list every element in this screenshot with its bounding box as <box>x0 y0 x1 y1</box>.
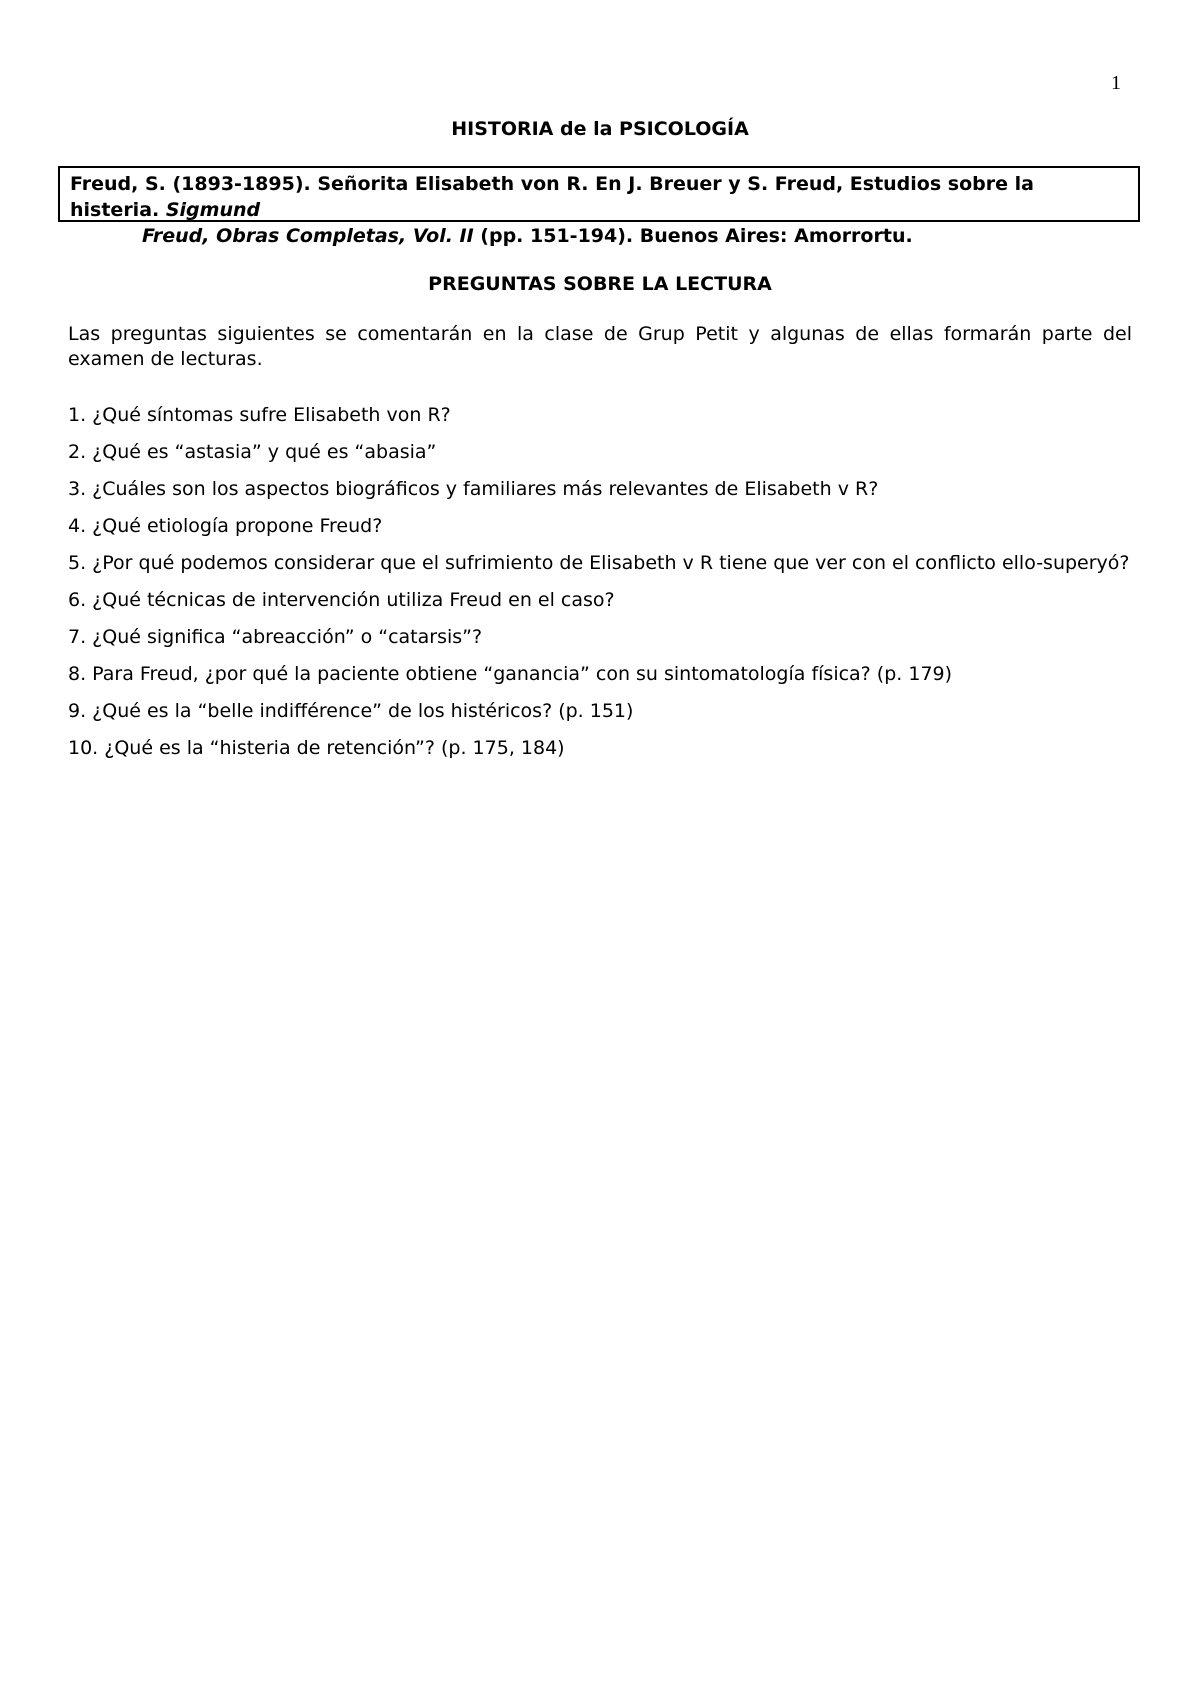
question-item: 10. ¿Qué es la “histeria de retención”? (p. 175, 184) <box>68 737 565 759</box>
reference-italic-text: Sigmund <box>165 199 261 221</box>
reference-line-2 <box>70 223 1128 249</box>
question-item: 3. ¿Cuáles son los aspectos biográficos y familiares más relevantes de Elisabeth v R? <box>68 478 879 500</box>
question-item: 2. ¿Qué es “astasia” y qué es “abasia” <box>68 441 437 463</box>
question-item: 5. ¿Por qué podemos considerar que el sufrimiento de Elisabeth v R tiene que ver con el conflicto ello-superyó? <box>68 552 1130 574</box>
intro-paragraph: Las preguntas siguientes se comentarán en la clase de Grup Petit y algunas de ellas formarán parte del examen de lecturas. <box>68 323 1132 370</box>
question-item: 1. ¿Qué síntomas sufre Elisabeth von R? <box>68 404 451 426</box>
document-title: HISTORIA de la PSICOLOGÍA <box>451 118 749 140</box>
question-item: 8. Para Freud, ¿por qué la paciente obtiene “ganancia” con su sintomatología física? (p. 179) <box>68 663 953 685</box>
question-item: 9. ¿Qué es la “belle indifférence” de los histéricos? (p. 151) <box>68 700 634 722</box>
page-number: 1 <box>1111 72 1121 94</box>
questions-list <box>68 397 1132 767</box>
reference-text: Freud, S. (1893-1895). Señorita Elisabeth von R. En J. Breuer y S. Freud, Estudios sobre la histeria. <box>70 173 1034 221</box>
section-title: PREGUNTAS SOBRE LA LECTURA <box>428 273 772 295</box>
question-item: 7. ¿Qué significa “abreacción” o “catarsis”? <box>68 626 483 648</box>
question-item: 6. ¿Qué técnicas de intervención utiliza Freud en el caso? <box>68 589 615 611</box>
reference-work-title: Freud, Obras Completas, Vol. II <box>142 225 474 247</box>
question-item: 4. ¿Qué etiología propone Freud? <box>68 515 383 537</box>
reference-publication: (pp. 151-194). Buenos Aires: Amorrortu. <box>473 225 913 247</box>
reference-box <box>58 166 1140 247</box>
